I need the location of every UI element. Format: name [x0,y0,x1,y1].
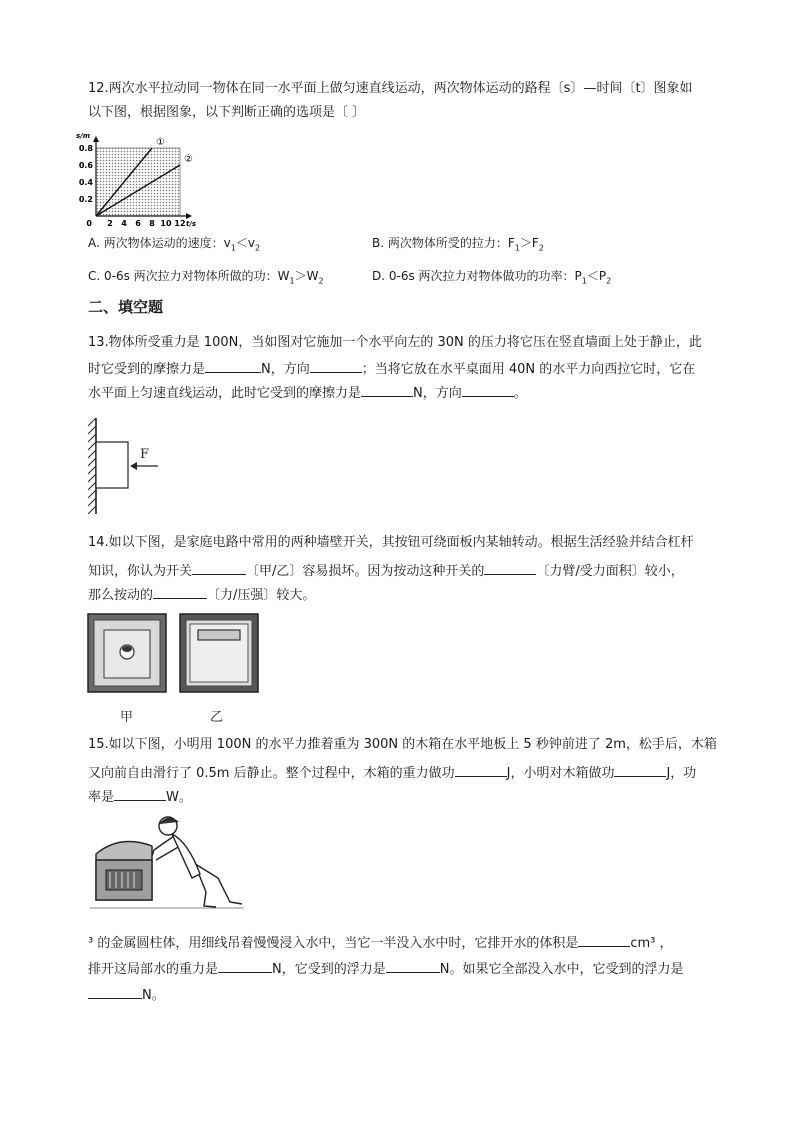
q14-blank-2[interactable] [484,560,536,575]
q13-line-3: 水平面上匀速直线运动，此时它受到的摩擦力是 N，方向 。 [88,382,527,403]
x-tick-label: 6 [135,219,141,228]
q12-line-2: 以下图，根据图象，以下判断正确的选项是〔 〕 [88,105,366,120]
q13-line-1: 13.物体所受重力是 100N，当如图对它施加一个水平向左的 30N 的压力将它压在竖直墙面上处于静止，此 [88,335,702,350]
x-tick-label: 4 [121,219,127,228]
pushing-box-illustration [88,812,248,912]
q14-line-2: 知识，你认为开关 〔甲/乙〕容易损坏。因为按动这种开关的 〔力臂/受力面积〕较小， [88,560,684,581]
q15-blank-1[interactable] [455,762,507,777]
person-pushing [152,817,242,907]
q15-line-1: 15.如以下图，小明用 100N 的水平力推着重为 300N 的木箱在水平地板上 5 秒钟前进了 2m，松手后，木箱 [88,737,717,752]
q16-line-3: N。 [88,984,165,1005]
y-tick-label: 0.4 [78,178,93,187]
x-tick-label: 2 [107,219,113,228]
y-axis-label: s/m [76,132,91,140]
q16-line-1: ³ 的金属圆柱体，用细线吊着慢慢浸入水中，当它一半没入水中时，它排开水的体积是 cm³ ， [88,932,673,953]
x-tick-label: 8 [149,219,155,228]
option-b[interactable]: B. 两次物体所受的拉力：$F_1>F_2$ [372,236,544,253]
q13-blank-4[interactable] [462,382,514,397]
wooden-chest [96,842,152,901]
q13-line-2: 时它受到的摩擦力是 N，方向 ；当将它放在水平桌面用 40N 的水平力向西拉它时，它在 [88,358,695,379]
q12-line-1: 12.两次水平拉动同一物体在同一水平面上做匀速直线运动，两次物体运动的路程〔s〕—时间〔t〕图象如 [88,81,693,96]
wall-block-diagram [84,414,174,516]
q15-blank-3[interactable] [114,786,166,801]
caption-yi: 乙 [210,710,224,725]
plot-grid [96,148,180,216]
q13-blank-2[interactable] [310,358,362,373]
option-d[interactable]: D. 0-6s 两次拉力对物体做功的功率：$P_1<P_2$ [372,269,612,286]
option-a[interactable]: A. 两次物体运动的速度：$v_1<v_2$ [88,236,261,253]
q15-line-3: 率是 W。 [88,786,192,807]
q16-blank-3[interactable] [386,958,440,973]
q14-line-1: 14.如以下图，是家庭电路中常用的两种墙壁开关，其按钮可绕面板内某轴转动。根据生活经验并结合杠杆 [88,535,694,550]
switch-yi [180,614,258,692]
q16-blank-2[interactable] [218,958,272,973]
series-label-1: ① [156,137,165,148]
q13-blank-1[interactable] [205,358,261,373]
st-graph [72,126,212,230]
caption-jia: 甲 [120,710,134,725]
section-title: 二、填空题 [88,298,164,316]
force-label: F [140,447,150,462]
y-tick-label: 0.8 [78,144,93,153]
x-tick-label: 10 [160,219,172,228]
y-tick-label: 0.6 [78,161,93,170]
switch-jia [88,614,166,692]
q16-line-2: 排开这局部水的重力是 N，它受到的浮力是 N。如果它全部没入水中，它受到的浮力是 [88,958,683,979]
switch-images [86,612,262,694]
x-axis-label: t/s [186,220,197,228]
q16-blank-4[interactable] [88,984,142,999]
q15-blank-2[interactable] [614,762,666,777]
y-axis-arrow [93,136,99,142]
q15-line-2: 又向前自由滑行了 0.5m 后静止。整个过程中，木箱的重力做功 J，小明对木箱做功 J，功 [88,762,696,783]
q14-blank-1[interactable] [192,560,246,575]
q14-line-3: 那么按动的 〔力/压强〕较大。 [88,584,315,605]
q16-blank-1[interactable] [578,932,630,947]
x-tick-label: 12 [174,219,186,228]
q13-blank-3[interactable] [361,382,413,397]
q14-blank-3[interactable] [153,584,207,599]
series-label-2: ② [184,154,193,165]
origin-label: 0 [86,219,92,228]
option-c[interactable]: C. 0-6s 两次拉力对物体所做的功：$W_1>W_2$ [88,269,324,286]
y-tick-label: 0.2 [78,195,93,204]
x-axis-arrow [186,213,192,219]
